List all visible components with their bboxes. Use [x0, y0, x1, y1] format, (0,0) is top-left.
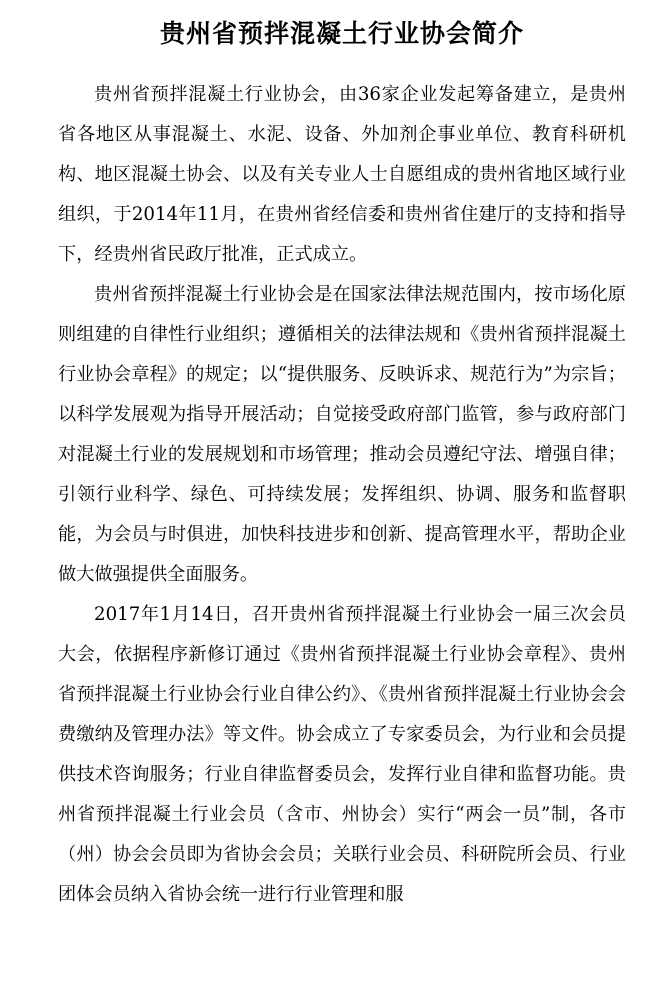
paragraph-1: 贵州省预拌混凝土行业协会，由36家企业发起筹备建立，是贵州省各地区从事混凝土、水泥、设备、外加剂企事业单位、教育科研机构、地区混凝土协会、以及有关专业人士自愿组成的贵州省地区域行业组织，于2014年11月，在贵州省经信委和贵州省住建厅的支持和指导下，经贵州省民政厅批准，正式成立。	[58, 83, 626, 265]
document-body	[58, 75, 626, 915]
document-title: 贵州省预拌混凝土行业协会简介	[159, 19, 524, 48]
paragraph-2: 贵州省预拌混凝土行业协会是在国家法律法规范围内，按市场化原则组建的自律性行业组织；遵循相关的法律法规和《贵州省预拌混凝土行业协会章程》的规定；以“提供服务、反映诉求、规范行为”为宗旨；以科学发展观为指导开展活动；自觉接受政府部门监管，参与政府部门对混凝土行业的发展规划和市场管理；推动会员遵纪守法、增强自律；引领行业科学、绿色、可持续发展；发挥组织、协调、服务和监督职能，为会员与时俱进，加快科技进步和创新、提高管理水平，帮助企业做大做强提供全面服务。	[58, 283, 626, 585]
paragraph-3: 2017年1月14日，召开贵州省预拌混凝土行业协会一届三次会员大会，依据程序新修订通过《贵州省预拌混凝土行业协会章程》、贵州省预拌混凝土行业协会行业自律公约》、《贵州省预拌混凝土行业协会会费缴纳及管理办法》等文件。协会成立了专家委员会，为行业和会员提供技术咨询服务；行业自律监督委员会，发挥行业自律和监督功能。贵州省预拌混凝土行业会员（含市、州协会）实行“两会一员”制，各市（州）协会会员即为省协会会员；关联行业会员、科研院所会员、行业团体会员纳入省协会统一进行行业管理和服	[58, 603, 626, 905]
